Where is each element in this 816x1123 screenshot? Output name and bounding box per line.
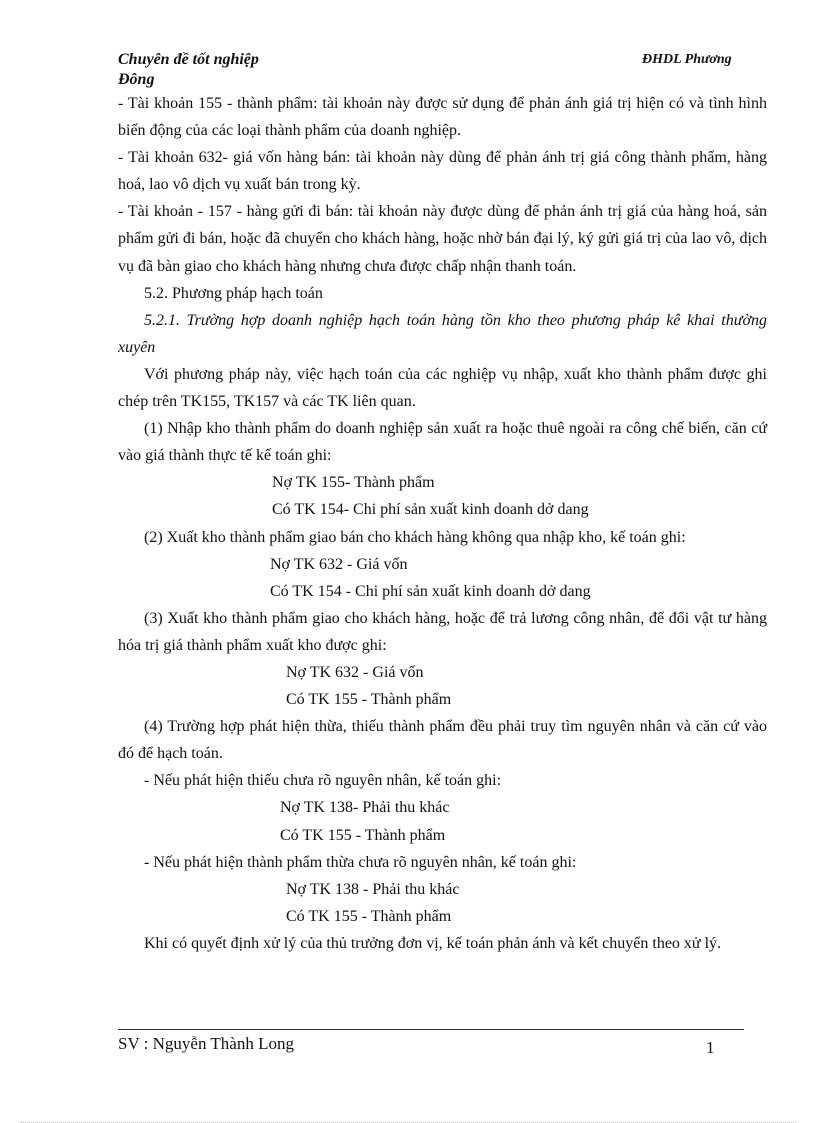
paragraph-tk155: - Tài khoản 155 - thành phẩm: tài khoản này được sử dụng để phản ánh giá trị hiện có và tình hình biến động của các loại thành phẩm của doanh nghiệp. xyxy=(118,95,767,140)
closing-paragraph: Khi có quyết định xử lý của thủ trưởng đơn vị, kế toán phản ánh và kết chuyển theo xử lý. xyxy=(144,934,722,952)
case-4a-credit-entry: Có TK 155 - Thành phẩm xyxy=(280,826,446,844)
case-4b-paragraph: - Nếu phát hiện thành phẩm thừa chưa rõ nguyên nhân, kế toán ghi: xyxy=(144,853,577,871)
case-4b-credit-entry: Có TK 155 - Thành phẩm xyxy=(286,907,452,925)
case-3-paragraph: (3) Xuất kho thành phẩm giao cho khách hàng, hoặc để trả lương công nhân, để đổi vật tư hàng hóa trị giá thành phẩm xuất kho được ghi: xyxy=(118,609,767,654)
case-2-credit-entry: Có TK 154 - Chi phí sản xuất kinh doanh dở dang xyxy=(270,582,591,600)
case-2-debit-entry: Nợ TK 632 - Giá vốn xyxy=(270,555,408,573)
page-number: 1 xyxy=(706,1038,715,1057)
case-3-debit-entry: Nợ TK 632 - Giá vốn xyxy=(286,663,424,681)
document-title: Chuyên đề tốt nghiệp xyxy=(118,51,259,68)
section-heading: 5.2. Phương pháp hạch toán xyxy=(144,284,323,302)
school-name-continued: Đông xyxy=(118,71,155,88)
page-body xyxy=(118,90,767,957)
case-4b-debit-entry: Nợ TK 138 - Phải thu khác xyxy=(286,880,460,898)
case-1-paragraph: (1) Nhập kho thành phẩm do doanh nghiệp sản xuất ra hoặc thuê ngoài ra công chế biến, căn cứ vào giá thành thực tế kế toán ghi: xyxy=(118,420,767,465)
header-title-block xyxy=(118,50,259,90)
student-name: SV : Nguyễn Thành Long xyxy=(118,1034,294,1053)
case-2-paragraph: (2) Xuất kho thành phẩm giao bán cho khách hàng không qua nhập kho, kế toán ghi: xyxy=(144,528,686,546)
case-4a-paragraph: - Nếu phát hiện thiếu chưa rõ nguyên nhân, kế toán ghi: xyxy=(144,772,502,790)
case-1-debit-entry: Nợ TK 155- Thành phẩm xyxy=(272,474,435,492)
case-1-credit-entry: Có TK 154- Chi phí sản xuất kinh doanh dở dang xyxy=(272,501,589,519)
subsection-heading: 5.2.1. Trường hợp doanh nghiệp hạch toán hàng tồn kho theo phương pháp kê khai thường xuyên xyxy=(118,311,767,356)
paragraph-tk157: - Tài khoản - 157 - hàng gửi đi bán: tài khoản này được dùng để phản ánh trị giá của hàng hoá, sản phẩm gửi đi bán, hoặc đã chuyển cho khách hàng, hoặc nhờ bán đại lý, ký gửi giá trị của lao vô, dịch vụ đã bàn giao cho khách hàng nhưng chưa được chấp nhận thanh toán. xyxy=(118,203,767,275)
school-name: ĐHDL Phương xyxy=(642,52,732,67)
case-3-credit-entry: Có TK 155 - Thành phẩm xyxy=(286,691,452,709)
case-4a-debit-entry: Nợ TK 138- Phải thu khác xyxy=(280,799,450,817)
footer-divider xyxy=(118,1029,744,1030)
intro-paragraph: Với phương pháp này, việc hạch toán của các nghiệp vụ nhập, xuất kho thành phẩm được ghi chép trên TK155, TK157 và các TK liên quan. xyxy=(118,365,767,411)
case-4-paragraph: (4) Trường hợp phát hiện thừa, thiếu thành phẩm đều phải truy tìm nguyên nhân và căn cứ vào đó để hạch toán. xyxy=(118,718,767,763)
paragraph-tk632: - Tài khoản 632- giá vốn hàng bán: tài khoản này dùng để phản ánh trị giá công thành phẩm, hàng hoá, lao vô dịch vụ xuất bán trong kỳ. xyxy=(118,149,767,194)
